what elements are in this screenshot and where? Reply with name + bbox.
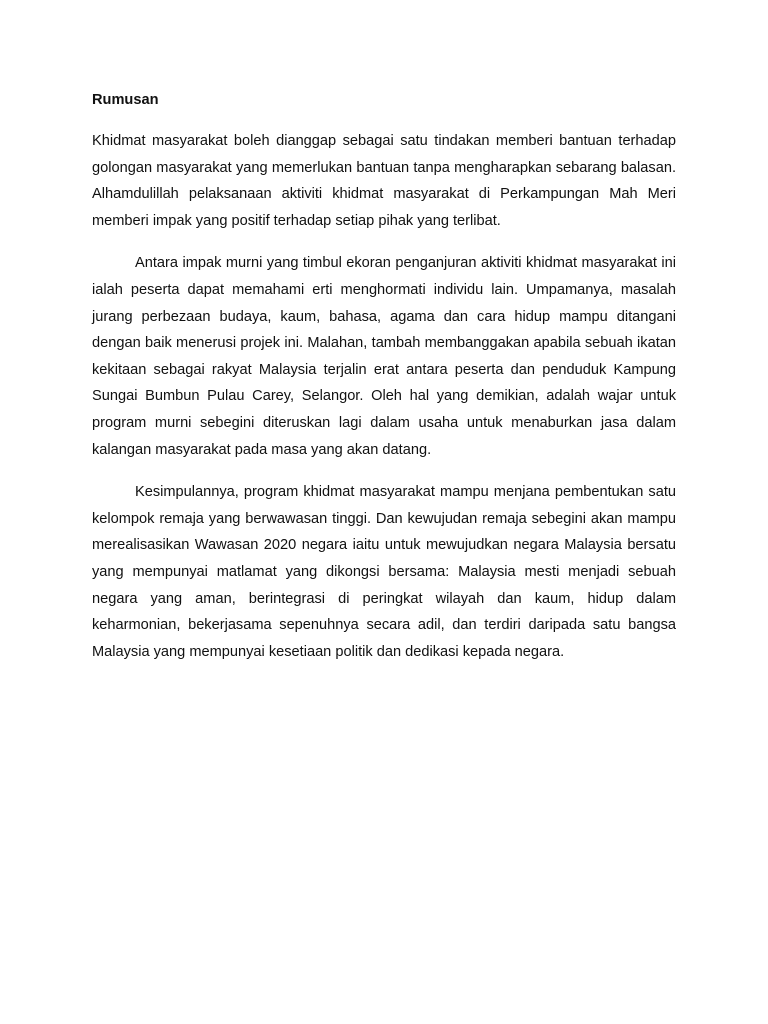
paragraph-intro: Khidmat masyarakat boleh dianggap sebagai satu tindakan memberi bantuan terhadap golongan masyarakat yang memerlukan bantuan tanpa mengharapkan sebarang balasan. Alhamdulillah pelaksanaan aktiviti khidmat masyarakat di Perkampungan Mah Meri memberi impak yang positif terhadap setiap pihak yang terlibat. <box>92 133 676 229</box>
paragraph-impact: Antara impak murni yang timbul ekoran penganjuran aktiviti khidmat masyarakat ini ialah peserta dapat memahami erti menghormati individu lain. Umpamanya, masalah jurang perbezaan budaya, kaum, bahasa, agama dan cara hidup mampu ditangani dengan baik menerusi projek ini. Malahan, tambah membanggakan apabila sebuah ikatan kekitaan sebagai rakyat Malaysia terjalin erat antara peserta dan penduduk Kampung Sungai Bumbun Pulau Carey, Selangor. Oleh hal yang demikian, adalah wajar untuk program murni sebegini diteruskan lagi dalam usaha untuk menaburkan jasa dalam kalangan masyarakat pada masa yang akan datang. <box>92 255 676 458</box>
document-page <box>92 90 676 681</box>
section-heading: Rumusan <box>92 92 159 108</box>
paragraph-conclusion: Kesimpulannya, program khidmat masyarakat mampu menjana pembentukan satu kelompok remaja yang berwawasan tinggi. Dan kewujudan remaja sebegini akan mampu merealisasikan Wawasan 2020 negara iaitu untuk mewujudkan negara Malaysia bersatu yang mempunyai matlamat yang dikongsi bersama: Malaysia mesti menjadi sebuah negara yang aman, berintegrasi di peringkat wilayah dan kaum, hidup dalam keharmonian, bekerjasama sepenuhnya secara adil, dan terdiri daripada satu bangsa Malaysia yang mempunyai kesetiaan politik dan dedikasi kepada negara. <box>92 484 676 660</box>
